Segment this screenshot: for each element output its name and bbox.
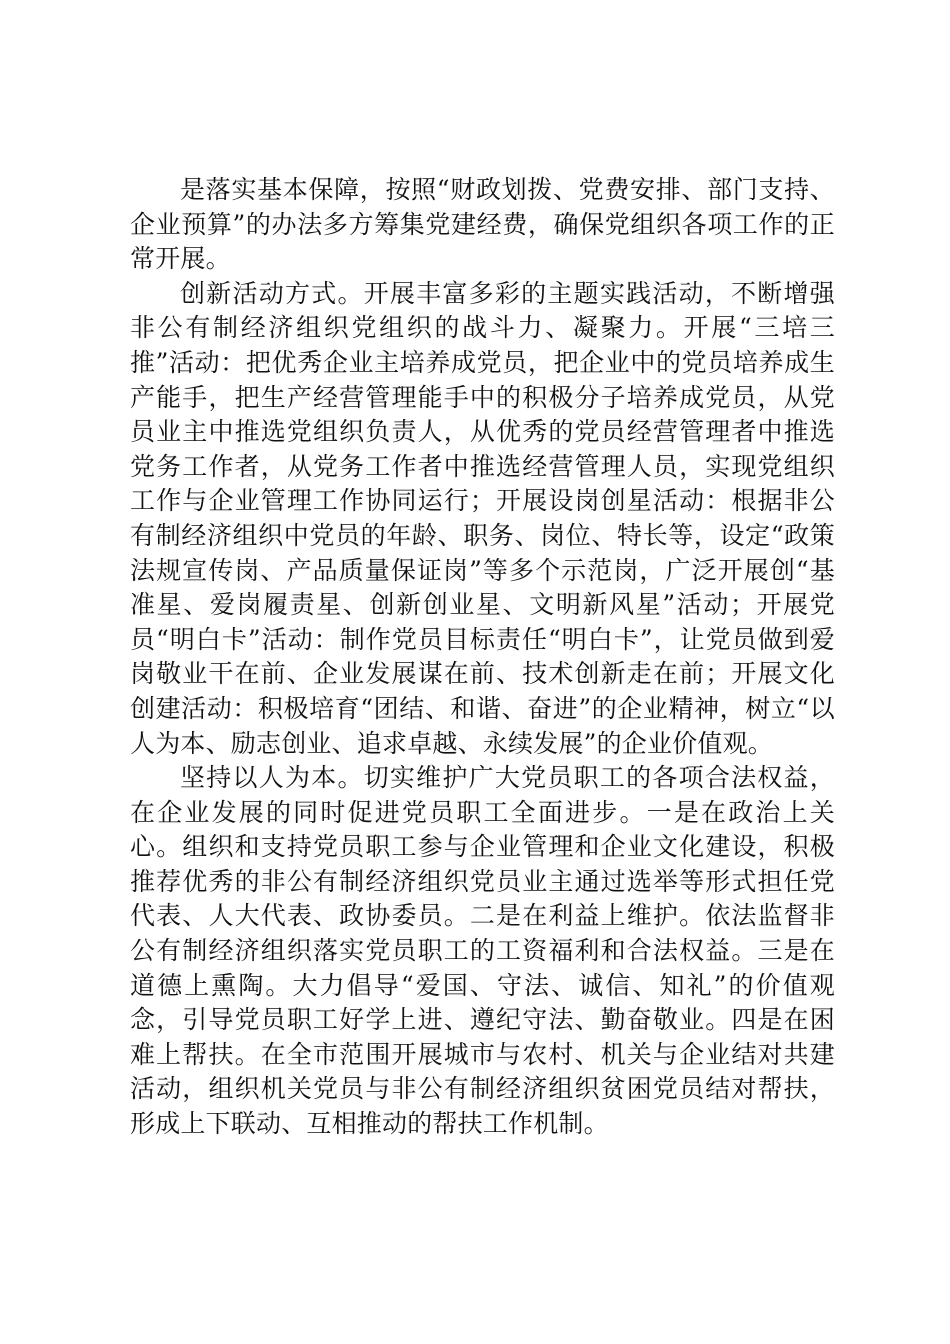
paragraph-funding-guarantee: 是落实基本保障，按照“财政划拨、党费安排、部门支持、企业预算”的办法多方筹集党建经费，确保党组织各项工作的正常开展。: [130, 175, 835, 274]
paragraph-innovate-activities: 创新活动方式。开展丰富多彩的主题实践活动，不断增强非公有制经济组织党组织的战斗力、凝聚力。开展“三培三推”活动：把优秀企业主培养成党员，把企业中的党员培养成生产能手，把生产经营管理能手中的积极分子培养成党员，从党员业主中推选党组织负责人，从优秀的党员经营管理者中推选党务工作者，从党务工作者中推选经营管理人员，实现党组织工作与企业管理工作协同运行；开展设岗创星活动：根据非公有制经济组织中党员的年龄、职务、岗位、特长等，设定“政策法规宣传岗、产品质量保证岗”等多个示范岗，广泛开展创“基准星、爱岗履责星、创新创业星、文明新风星”活动；开展党员“明白卡”活动：制作党员目标责任“明白卡”，让党员做到爱岗敬业干在前、企业发展谋在前、技术创新走在前；开展文化创建活动：积极培育“团结、和谐、奋进”的企业精神，树立“以人为本、励志创业、追求卓越、永续发展”的企业价值观。: [130, 278, 835, 758]
document-body: [130, 173, 835, 1142]
paragraph-people-oriented: 坚持以人为本。切实维护广大党员职工的各项合法权益，在企业发展的同时促进党员职工全面进步。一是在政治上关心。组织和支持党员职工参与企业管理和企业文化建设，积极推荐优秀的非公有制经济组织党员业主通过选举等形式担任党代表、人大代表、政协委员。二是在利益上维护。依法监督非公有制经济组织落实党员职工的工资福利和合法权益。三是在道德上熏陶。大力倡导“爱国、守法、诚信、知礼”的价值观念，引导党员职工好学上进、遵纪守法、勤奋敬业。四是在困难上帮扶。在全市范围开展城市与农村、机关与企业结对共建活动，组织机关党员与非公有制经济组织贫困党员结对帮扶，形成上下联动、互相推动的帮扶工作机制。: [130, 763, 835, 1139]
